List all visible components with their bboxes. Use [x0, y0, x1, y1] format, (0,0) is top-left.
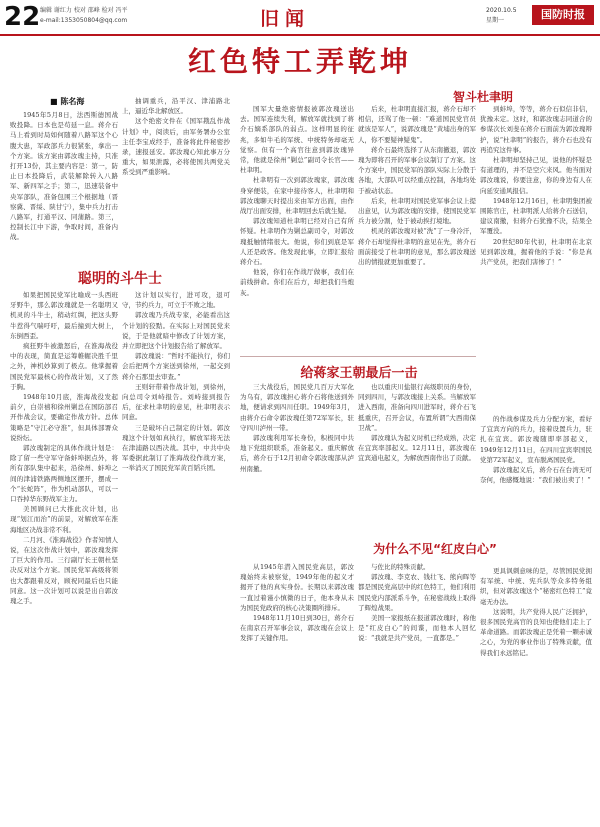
paragraph: 20世纪80年代初，杜聿明在北京见到郭汝瑰，握着他的手说：“你是真共产党员，把我们害惨了！”	[480, 237, 592, 267]
divider	[240, 356, 476, 357]
author-byline: ■ 陈名海	[50, 97, 85, 106]
paragraph: 如果把国民党军比喻成一头西班牙野牛，那么郭汝瑰就是一名聪明又机灵的斗牛士，稍动红绸，把这头野牛惹得气喘吁吁，最后撞到大树上，东倒西歪。	[10, 291, 118, 340]
paragraph: 疯狂野牛被激怒后，在淮海战役中的表现，简直是运筹帷幄决胜千里之外，神机妙算到了极点。他掌握着国民党军最核心的作战计划，又了然于胸。	[10, 342, 118, 391]
intro-column	[10, 110, 118, 260]
col5	[480, 104, 592, 410]
paragraph: 与佐比的特殊贡献。	[371, 563, 430, 571]
subheading-red-skin-white-heart: 为什么不见“红皮白心”	[373, 542, 497, 556]
paragraph: 美国一家报纸在报道郭汝瑰时，称他是“红皮白心”的间谍，而他本人回忆说：“我就是共产党员，一直都是。”	[358, 614, 476, 643]
col3c	[240, 562, 354, 817]
paragraph: 1948年12月16日，杜聿明集团被围陈官庄，杜聿明派人给蒋介石送信，建议南撤，但蒋介石犹豫不决，结果全军覆没。	[480, 196, 592, 236]
newspaper-logo: 国防时报	[532, 5, 594, 25]
page-number: 22	[4, 2, 41, 32]
paragraph: 从1945年潜入国民党高层，郭汝瑰始终未被察觉，1949年他的起义才揭开了他的真实身份。长期以来郭汝瑰一直过着谨小慎微的日子，他本身从未为国民党政府的核心决策圈所排斥。	[240, 563, 354, 612]
paragraph: 后来，杜聿明直接汇报，蒋介石却不相信，还骂了他一顿：“难道国民党官员就该是军人”，说郭汝瑰是“黄埔出身的军人，你不要疑神疑鬼”。	[358, 105, 476, 144]
paragraph: 美国顾问已大推此次计划，出现“划江而治”的前景，对解放军在淮海地区决战非常不利。	[10, 505, 118, 534]
col4	[358, 104, 476, 352]
paragraph: 的作战参谋及兵力分配方案，看好了宜宾方向的兵力，接着设置兵力，驻扎在宜宾。郭汝瑰随即率部起义，1949年12月11日，在四川宜宾率国民党第72军起义，宣布脱离国民党。	[480, 415, 592, 464]
paragraph: 郭汝瑰利用军长身份，积极同中共地下党组织联系，准备起义。重庆解放后，蒋介石于12月初命令郭汝瑰部从泸州南撤。	[240, 434, 354, 473]
col2-top	[122, 96, 230, 260]
date-line: 2020.10.5	[486, 7, 517, 14]
paragraph: 这计划以实行，进可攻，退可守，节约兵力，可立于不败之地。	[122, 291, 230, 310]
article-title: 红色特工弄乾坤	[187, 45, 412, 78]
paragraph: 他说，你们在作战厅做事，我们在前线拼命。你们在后方，却把我们当炮灰。	[240, 268, 354, 297]
paragraph: 三大战役后，国民党几百万大军化为乌有，郭汝瑰担心蒋介石将他送到外地，便请求到四川任职。1949年3月，由蒋介石命令郭汝瑰任第72军军长，驻守四川泸州一带。	[240, 383, 354, 432]
paragraph: 三是破坏自己制定的计划。郭汝瑰这个计划如真执行，解放军将无法在津浦路以西决战。其中，中共中央军委据此制订了淮海战役作战方案，一举消灭了国民党军黄百韬兵团。	[122, 423, 230, 473]
col4b	[358, 382, 476, 534]
col4c	[358, 562, 476, 817]
paragraph: 郭汝瑰说：“哲时不能执行，你们会后把两个方案送到徐州，一起交到蒋介石那里去审查。”	[122, 352, 230, 381]
page-header	[0, 0, 600, 36]
paragraph: 郭汝瑰乃兵战专家，必能看出这个计划的狡黠。在实际上对国民党来说，于是他就暗中修改了计划方案，并立即把这个计划报告给了解放军。	[122, 311, 230, 351]
editor-line: 编辑 谢红力 校对 邵峰 检对 冯平	[40, 7, 128, 14]
paragraph: 机灵的郭汝瑰对被“洗”了一身冷汗，蒋介石却觉得杜聿明的意见在先，蒋介石面前接受了杜聿明的意见，那么郭汝瑰送出的情报就更加重要了。	[358, 227, 476, 267]
paragraph: 郭汝瑰认为起义时机已经成熟，决定在宜宾率部起义。12月11日，郭汝瑰在宜宾通电起义，为解放西南作出了贡献。	[358, 434, 476, 463]
paragraph: 杜聿明却坚持己见，说他的怀疑是有道理的，并不是空穴来风。他当面对郭汝瑰说，你要注意，你的身边有人在向延安通风报信。	[480, 156, 592, 195]
paragraph: 杜聿明有一次到郭汝瑰家，郭汝瑰身穿便装，在家中接待客人，杜聿明和郭汝瑰聊天时提出来由军方出面，由作战厅出面安排，杜聿明回去后就生疑。	[240, 176, 354, 216]
subheading-outwit-du: 智斗杜聿明	[452, 90, 513, 104]
subheading-final-blow: 给蒋家王朝最后一击	[300, 366, 418, 381]
paragraph: 这个绝密文件在《国军戡乱作战计划》中，阅读后，由军务署办公室主任李宝成经手，准备将此件秘密抄录，速报延安。郭汝瑰心知此事万分重大，如果泄露，必将使国共两党关系受到严重影响。	[122, 117, 230, 177]
subheading-smart-matador: 聪明的斗牛士	[78, 271, 162, 287]
paragraph: 郭汝瑰、李克农、钱壮飞、熊向晖等都是国民党高层中的红色特工，他们利用国民党内部派系斗争，在秘密战线上取得了辉煌战果。	[358, 573, 476, 612]
paragraph: 更具讽刺意味的是，尽管国民党拥有军统、中统、宪兵队等众多特务组织，但对郭汝瑰这个“秘密红色特工”竟毫无办法。	[480, 567, 592, 606]
paragraph: 1948年11月10日到30日，蒋介石在南京召开军事会议，郭汝瑰在会议上发挥了关键作用。	[240, 614, 354, 643]
paragraph: 也以重庆川盐银行高级职员的身份，同到四川，与郭汝瑰接上关系。当解放军进入西南，准备向四川进军时，蒋介石飞抵重庆，召开会议，布置所谓“大西南保卫战”。	[358, 383, 476, 432]
col3	[240, 104, 354, 352]
col2-lower	[122, 290, 230, 817]
paragraph: 到蚌埠，等等，蒋介石似信非信，犹豫未定。这时，和郭汝瑰志同道合的参谋次长刘斐在蒋介石面前为郭汝瑰辩护，说“杜聿明”的报告，蒋介石也没有再追究这件事。	[480, 105, 592, 154]
paragraph: 抽调重兵，沿平汉、津浦路北上，逼近华北解放区。	[122, 97, 230, 116]
paragraph: 这说明，共产党得人民广泛拥护，很多国民党高官的良知也使他们走上了革命道路。而郭汝瑰正是凭着一颗赤诚之心，为党的事业作出了特殊贡献，值得我们永远铭记。	[480, 607, 592, 657]
section-title: 旧闻	[260, 8, 311, 30]
weekday-line: 星期一	[486, 17, 505, 24]
paragraph: 郭汝瑰起义后，蒋介石在台湾无可奈何，他感慨地说：“我们被出卖了！”	[480, 466, 592, 485]
editor-meta	[40, 6, 170, 26]
paragraph: 1945年5月8日，法西斯德国战败投降。日本也是苟延一息。蒋介石马上看到时局如何随着八路军这个心腹大患，军政部兵力很紧张，拿出一个方案。该方案由郭汝瑰主持，只准打开13份，其主要内容是：第一，防止日本投降后，武装解除转入八路军、新四军之手；第二，迅速装备中央军部队，准备包围三个根据地（晋察冀、晋绥、陕甘宁），集中兵力打击八路军，打通平汉、同蒲路。第三，控制长江中下游，争取时间，准备内战。	[10, 111, 118, 242]
col3b	[240, 382, 354, 534]
email-line: e-mail:1353050804@qq.com	[40, 17, 128, 24]
paragraph: 郭汝瑰制定的具体作战计划是：除了留一些守军守备蚌埠据点外，将所有部队集中起来，沿徐州、蚌埠之间的津浦铁路两侧地区摆开，摆成一个“长蛇阵”，作为机动部队，可以一口吞掉华东野战军主力。	[10, 444, 118, 504]
paragraph: 蒋介石最终选择了从东南撤退，郭汝瑰为即将召开的军事会议制订了方案。这个方案中，国民党军的部队实际上分散于各地，大部队可以经重点控制，各地均处于被动状态。	[358, 145, 476, 195]
col5c	[480, 566, 592, 817]
paragraph: 国军大量绝密情报被郭汝瑰送出去。国军连续失利，解放军就找到了蒋介石嫡系部队的弱点。这样明显的征兆，多如牛毛的军统、中统特务却毫无觉察。但有一个高官往意到郭汝瑰异常，他就是徐州“剿总”副司令长官——杜聿明。	[240, 105, 354, 175]
paragraph: 王则轩带着作战计划，到徐州，向总司令刘峙报告。刘峙接到报告后，征求杜聿明的意见，杜聿明表示同意。	[122, 382, 230, 422]
paragraph: 1948年10月底，淮海战役发起前夕，白崇禧和徐州剿总在国防部召开作战会议，要确定作战方针。总体策略是“守江必守淮”，但具体部署众说纷纭。	[10, 393, 118, 442]
paragraph: 后来，杜聿明对国民党军事会议上提出意见，认为郭汝瑰的安排，使国民党军兵力被分割，处于被动挨打境地。	[358, 196, 476, 226]
issue-date	[486, 6, 517, 26]
paragraph: 二月河、《淮海战役》作者知情人说，在这次作战计划中，郭汝瑰发挥了巨大的作用。三行副厅长王朝杜坚决反对这个方案。国民党军高级将领也大都跟着反对，顾祝同最后也只能同意。这一次计划可以说是出自郭汝瑰之手。	[10, 535, 118, 606]
col1-lower	[10, 290, 118, 817]
paragraph: 郭汝瑰知道杜聿明已经对自己有所怀疑。杜聿明作为剿总副司令，对郭汝瑰抵触情绪很大。他说，你们到底是军人还是政客。他发现此事，立即汇报给蒋介石。	[240, 217, 354, 267]
